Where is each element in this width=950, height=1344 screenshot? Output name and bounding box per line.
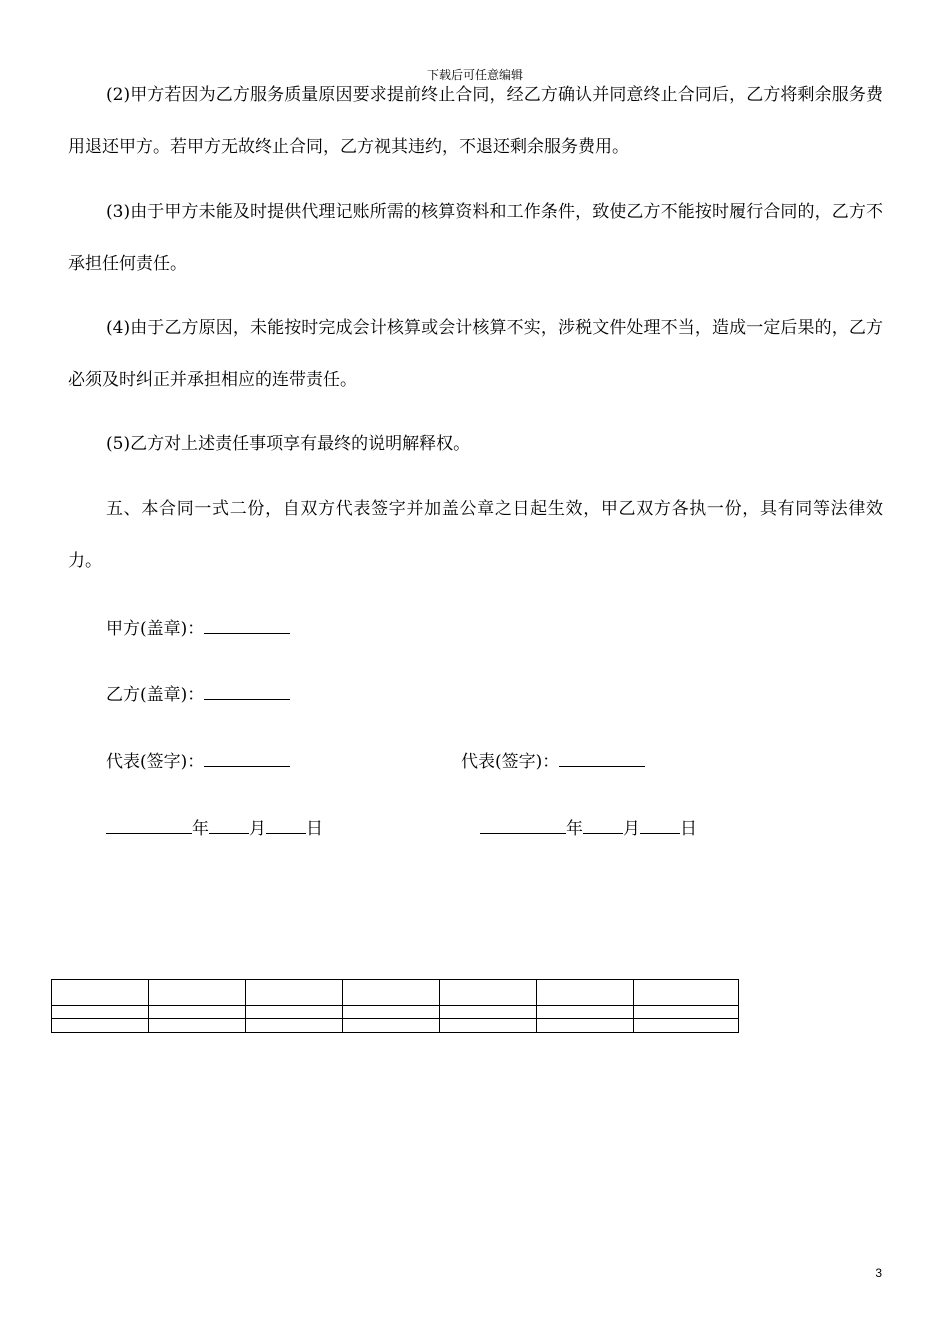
rep-right-line bbox=[461, 747, 645, 772]
table-cell bbox=[537, 1006, 634, 1019]
table-cell bbox=[246, 980, 343, 1006]
day-label: 日 bbox=[680, 819, 697, 839]
clause-4: (4)由于乙方原因，未能按时完成会计核算或会计核算不实，涉税文件处理不当，造成一定后果的，乙方必须及时纠正并承担相应的连带责任。 bbox=[68, 318, 883, 390]
rep-left-label: 代表(签字)： bbox=[106, 752, 205, 772]
table-row bbox=[52, 1019, 739, 1033]
party-b-label: 乙方(盖章)： bbox=[106, 685, 205, 705]
table-cell bbox=[52, 1019, 149, 1033]
party-a-label: 甲方(盖章)： bbox=[106, 619, 205, 639]
table-cell bbox=[537, 1019, 634, 1033]
table-cell bbox=[149, 1019, 246, 1033]
party-a-seal-line bbox=[106, 614, 290, 639]
table-cell bbox=[246, 1006, 343, 1019]
table-row bbox=[52, 980, 739, 1006]
party-b-seal-line bbox=[106, 680, 290, 705]
date-right-line bbox=[480, 814, 697, 839]
table-cell bbox=[634, 1006, 739, 1019]
table-cell bbox=[634, 1019, 739, 1033]
table-cell bbox=[149, 980, 246, 1006]
table-cell bbox=[440, 1006, 537, 1019]
year-blank bbox=[106, 819, 192, 834]
rep-left-blank bbox=[204, 752, 290, 767]
year-blank bbox=[480, 819, 566, 834]
table-cell bbox=[440, 1019, 537, 1033]
month-label: 月 bbox=[623, 819, 640, 839]
page-header: 下载后可任意编辑 bbox=[426, 68, 523, 82]
day-label: 日 bbox=[306, 819, 323, 839]
clause-2: (2)甲方若因为乙方服务质量原因要求提前终止合同，经乙方确认并同意终止合同后，乙方将剩余服务费用退还甲方。若甲方无故终止合同，乙方视其违约，不退还剩余服务费用。 bbox=[68, 85, 883, 157]
rep-right-label: 代表(签字)： bbox=[461, 752, 560, 772]
table-cell bbox=[52, 1006, 149, 1019]
clause-effective: 五、本合同一式二份，自双方代表签字并加盖公章之日起生效，甲乙双方各执一份，具有同等法律效力。 bbox=[68, 499, 883, 571]
year-label: 年 bbox=[192, 819, 209, 839]
table-cell bbox=[246, 1019, 343, 1033]
table-cell bbox=[343, 980, 440, 1006]
table-cell bbox=[537, 980, 634, 1006]
table-cell bbox=[343, 1006, 440, 1019]
table-cell bbox=[440, 980, 537, 1006]
month-blank bbox=[583, 819, 623, 834]
rep-left-line bbox=[106, 747, 290, 772]
month-blank bbox=[209, 819, 249, 834]
date-left-line bbox=[106, 814, 323, 839]
table-row bbox=[52, 1006, 739, 1019]
day-blank bbox=[266, 819, 306, 834]
month-label: 月 bbox=[249, 819, 266, 839]
empty-table bbox=[51, 979, 739, 1033]
year-label: 年 bbox=[566, 819, 583, 839]
day-blank bbox=[640, 819, 680, 834]
clause-5: (5)乙方对上述责任事项享有最终的说明解释权。 bbox=[106, 434, 471, 454]
table-cell bbox=[634, 980, 739, 1006]
table-cell bbox=[343, 1019, 440, 1033]
party-a-blank bbox=[204, 619, 290, 634]
table-cell bbox=[52, 980, 149, 1006]
rep-right-blank bbox=[559, 752, 645, 767]
table-cell bbox=[149, 1006, 246, 1019]
party-b-blank bbox=[204, 685, 290, 700]
clause-3: (3)由于甲方未能及时提供代理记账所需的核算资料和工作条件，致使乙方不能按时履行合同的，乙方不承担任何责任。 bbox=[68, 202, 883, 274]
page-number: 3 bbox=[875, 1266, 882, 1280]
